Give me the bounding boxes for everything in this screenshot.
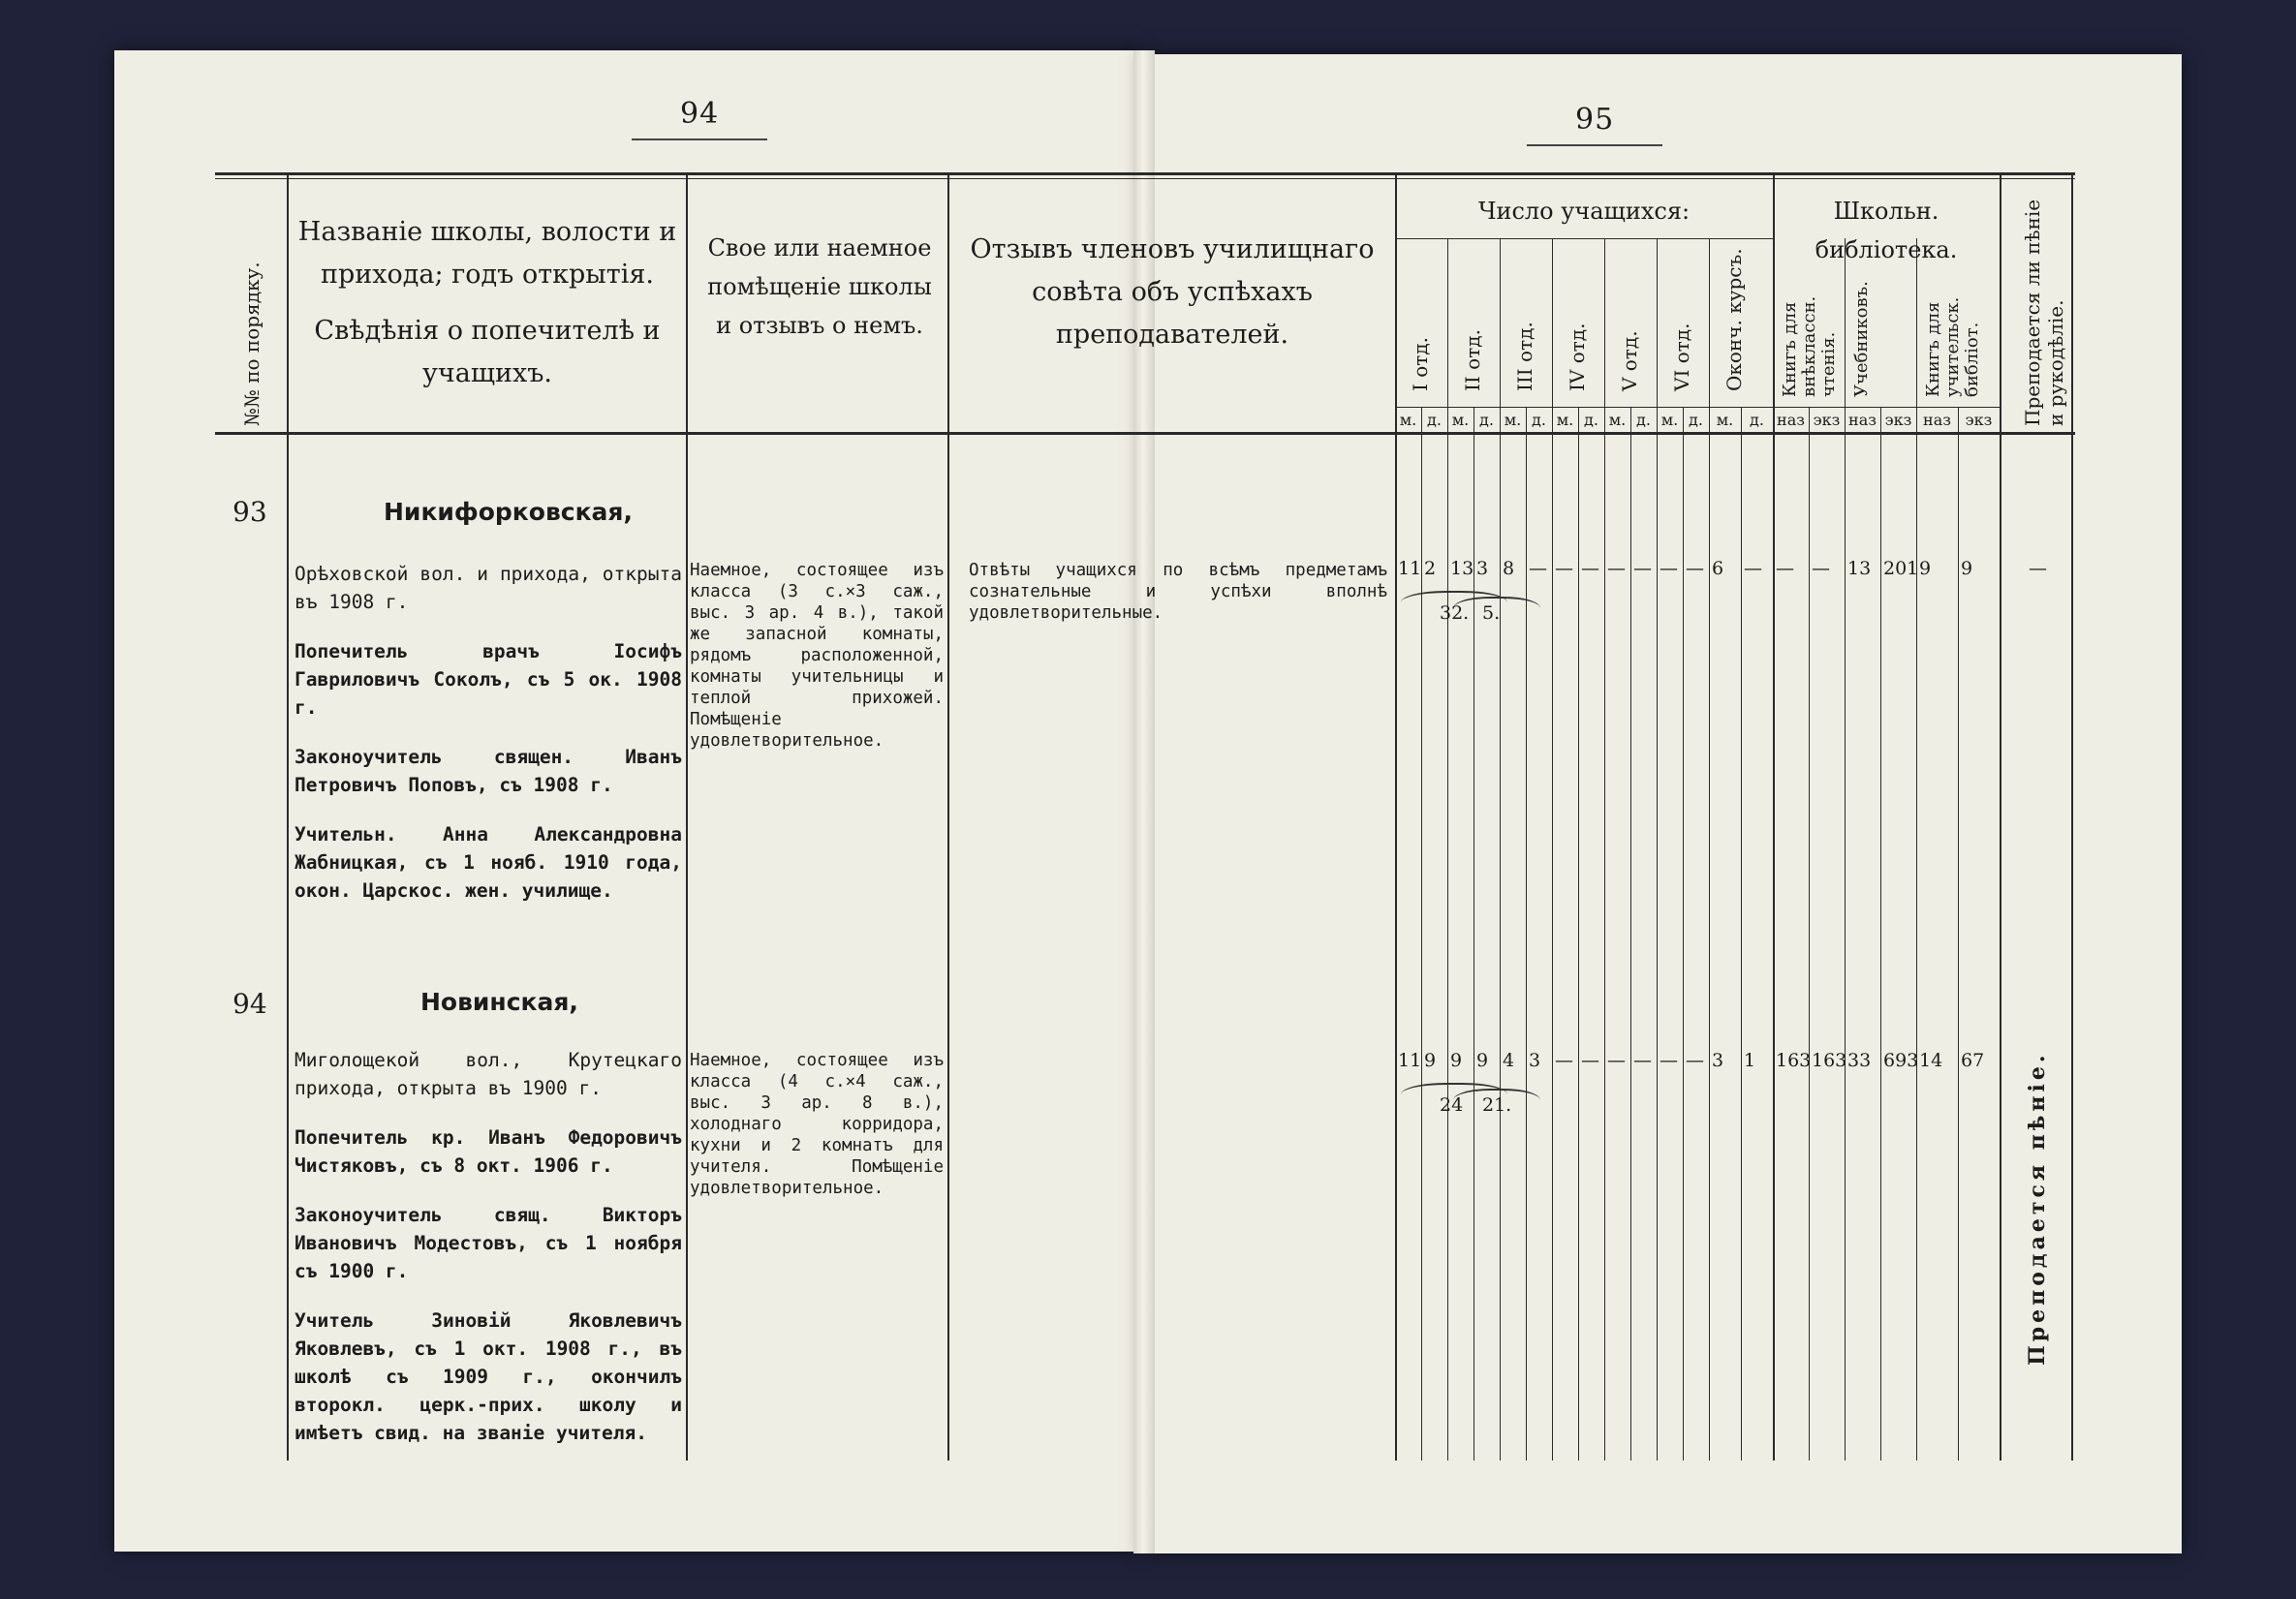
- library-count: 33: [1847, 1050, 1872, 1071]
- col-rule-1: [287, 172, 289, 1461]
- library-col-header: Книгъ для учительск. библіот.: [1923, 296, 1982, 397]
- library-count: 67: [1961, 1050, 1985, 1071]
- library-sub-header: экз: [1965, 411, 1993, 429]
- library-count: —: [1776, 558, 1794, 579]
- student-count: —: [1744, 558, 1762, 579]
- page-number-right: 95: [1575, 103, 1615, 137]
- student-count: 11: [1398, 558, 1422, 579]
- class-header: III отд.: [1513, 322, 1536, 391]
- library-col-rule: [1809, 407, 1810, 1461]
- library-sub-header: экз: [1813, 411, 1841, 429]
- col-rule-6: [2000, 172, 2001, 1461]
- school-info-line: Попечитель врачъ Іосифъ Гавриловичъ Соколъ, съ 5 ок. 1908 г.: [295, 640, 682, 719]
- header-school-persons: Свѣдѣнія о попечителѣ и учащихъ.: [314, 316, 661, 388]
- library-sub-header: наз: [1923, 411, 1951, 429]
- student-count: —: [1633, 1050, 1652, 1071]
- student-count: 11: [1398, 1050, 1422, 1071]
- row-number: 94: [233, 988, 267, 1020]
- sex-header: м.: [1399, 411, 1417, 429]
- review-text: Отвѣты учащихся по всѣмъ предметамъ сознательные и успѣхи вполнѣ удовлетворительные.: [969, 561, 1387, 623]
- col-rule-3: [947, 172, 949, 1461]
- table-top-rule: [215, 172, 2075, 175]
- girls-total: 21.: [1482, 1094, 1512, 1116]
- student-count: 1: [1744, 1050, 1756, 1071]
- library-col-header: Книгъ для внѣклассн. чтенія.: [1780, 295, 1839, 397]
- sex-header: м.: [1451, 411, 1470, 429]
- library-sub-header: наз: [1777, 411, 1805, 429]
- student-count: 3: [1712, 1050, 1724, 1071]
- boys-total: 24: [1440, 1094, 1464, 1116]
- school-info-line: Учитель Зиновій Яковлевичъ Яковлевъ, съ 1 окт. 1908 г., въ школѣ съ 1909 г., окончилъ второкл. церк.-прих. школу и имѣетъ свид. на званіе учителя.: [295, 1309, 682, 1444]
- library-sub-header: наз: [1848, 411, 1877, 429]
- student-count: 8: [1503, 558, 1515, 579]
- header-library: Школьн. библіотека.: [1815, 198, 1958, 263]
- library-count: 9: [1919, 558, 1932, 579]
- class-header: II отд.: [1461, 329, 1484, 391]
- student-count: —: [1607, 558, 1626, 579]
- sex-header: д.: [1532, 411, 1546, 429]
- class-header: IV отд.: [1566, 323, 1589, 391]
- class-header: VI отд.: [1670, 323, 1693, 391]
- student-count: 3: [1476, 558, 1489, 579]
- header-school-title: Названіе школы, волости и прихода; годъ открытія.: [297, 217, 677, 290]
- singing-value: —: [2029, 558, 2047, 579]
- sex-header: м.: [1716, 411, 1734, 429]
- library-col-rule: [1880, 407, 1881, 1461]
- school-info-line: Законоучитель свящ. Викторъ Ивановичъ Модестовъ, съ 1 ноября съ 1900 г.: [295, 1204, 682, 1282]
- library-count: 9: [1961, 558, 1973, 579]
- library-count: 14: [1919, 1050, 1943, 1071]
- student-count: 9: [1476, 1050, 1489, 1071]
- premises-text: Наемное, состоящее изъ класса (3 с.×3 саж., выс. 3 ар. 4 в.), такой же запасной комнаты, рядомъ расположенной, комнаты учительницы и теплой прихожей. Помѣщеніе удовлетворительное.: [690, 561, 944, 751]
- sex-row-rule: [1395, 407, 2001, 408]
- sex-header: д.: [1750, 411, 1764, 429]
- sex-header: м.: [1504, 411, 1522, 429]
- school-info: [295, 560, 682, 926]
- students-subheader-rule: [1395, 238, 1773, 239]
- sex-header: м.: [1660, 411, 1679, 429]
- student-count: 3: [1529, 1050, 1541, 1071]
- table-top-rule-thin: [215, 178, 2075, 179]
- class-header: I отд.: [1409, 336, 1432, 391]
- header-students: Число учащихся:: [1477, 198, 1691, 225]
- sex-header: д.: [1427, 411, 1442, 429]
- student-count: —: [1555, 1050, 1573, 1071]
- premises-text: Наемное, состоящее изъ класса (4 с.×4 саж., выс. 3 ар. 8 в.), холоднаго корридора, кухни и 2 комнатъ для учителя. Помѣщеніе удовлетворительное.: [690, 1051, 944, 1198]
- school-info-line: Миголощекой вол., Крутецкаго прихода, открыта въ 1900 г.: [295, 1049, 682, 1099]
- header-premises: Свое или наемное помѣщеніе школы и отзывъ о немъ.: [707, 234, 932, 339]
- student-count: —: [1529, 558, 1547, 579]
- col-rule-4: [1395, 172, 1397, 1461]
- school-info-line: Учительн. Анна Александровна Жабницкая, съ 1 нояб. 1910 года, окон. Царскос. жен. училище.: [295, 823, 682, 902]
- header-bottom-rule: [215, 432, 2075, 435]
- school-info: [295, 1046, 682, 1468]
- student-count: —: [1660, 558, 1678, 579]
- library-count: 163: [1776, 1050, 1812, 1071]
- class-header: Оконч. курсъ.: [1722, 248, 1746, 391]
- school-info-line: Попечитель кр. Иванъ Федоровичъ Чистяковъ, съ 8 окт. 1906 г.: [295, 1126, 682, 1177]
- library-count: 13: [1847, 558, 1872, 579]
- library-count: —: [1812, 558, 1830, 579]
- student-count: 9: [1450, 1050, 1463, 1071]
- student-count: 6: [1712, 558, 1724, 579]
- col-rule-7: [2071, 172, 2073, 1461]
- girls-total: 5.: [1482, 602, 1501, 624]
- sex-header: д.: [1479, 411, 1494, 429]
- library-sub-header: экз: [1884, 411, 1912, 429]
- header-review: Отзывъ членовъ училищнаго совѣта объ успѣхахъ преподавателей.: [970, 234, 1375, 350]
- col-rule-5: [1773, 172, 1775, 1461]
- sex-header: д.: [1636, 411, 1651, 429]
- school-name: Новинская,: [420, 988, 578, 1016]
- student-count: —: [1686, 1050, 1704, 1071]
- singing-vertical-text: Преподается пѣніе.: [2025, 1051, 2050, 1366]
- school-info-line: Орѣховской вол. и прихода, открыта въ 1908 г.: [295, 563, 682, 613]
- student-count: —: [1555, 558, 1573, 579]
- sex-header: м.: [1608, 411, 1627, 429]
- student-count: 2: [1424, 558, 1437, 579]
- library-count: 163: [1812, 1050, 1847, 1071]
- row-number: 93: [233, 496, 267, 528]
- col-rule-2: [686, 172, 688, 1461]
- student-col-rule: [1683, 407, 1684, 1461]
- student-count: —: [1607, 1050, 1626, 1071]
- student-count: —: [1686, 558, 1704, 579]
- library-col-rule: [1958, 407, 1959, 1461]
- student-count: —: [1660, 1050, 1678, 1071]
- student-count: —: [1581, 1050, 1599, 1071]
- student-col-rule: [1526, 407, 1527, 1461]
- student-col-rule: [1578, 407, 1579, 1461]
- library-col-header: Учебниковъ.: [1851, 281, 1872, 397]
- page-number-left: 94: [680, 97, 720, 131]
- student-count: —: [1633, 558, 1652, 579]
- student-col-rule: [1741, 407, 1742, 1461]
- boys-total: 32.: [1440, 602, 1470, 624]
- header-singing: Преподается ли пѣніе и рукодѣліе.: [2021, 199, 2067, 426]
- school-name: Никифорковская,: [384, 498, 633, 526]
- school-info-line: Законоучитель священ. Иванъ Петровичъ Поповъ, съ 1908 г.: [295, 746, 682, 796]
- student-count: 13: [1450, 558, 1474, 579]
- sex-header: м.: [1556, 411, 1574, 429]
- student-count: 4: [1503, 1050, 1515, 1071]
- header-number: №№ по порядку.: [240, 261, 264, 426]
- library-count: 201: [1883, 558, 1919, 579]
- library-count: 693: [1883, 1050, 1919, 1071]
- student-col-rule: [1630, 407, 1631, 1461]
- student-count: —: [1581, 558, 1599, 579]
- sex-header: д.: [1689, 411, 1703, 429]
- sex-header: д.: [1584, 411, 1598, 429]
- student-count: 9: [1424, 1050, 1437, 1071]
- class-header: V отд.: [1618, 330, 1641, 391]
